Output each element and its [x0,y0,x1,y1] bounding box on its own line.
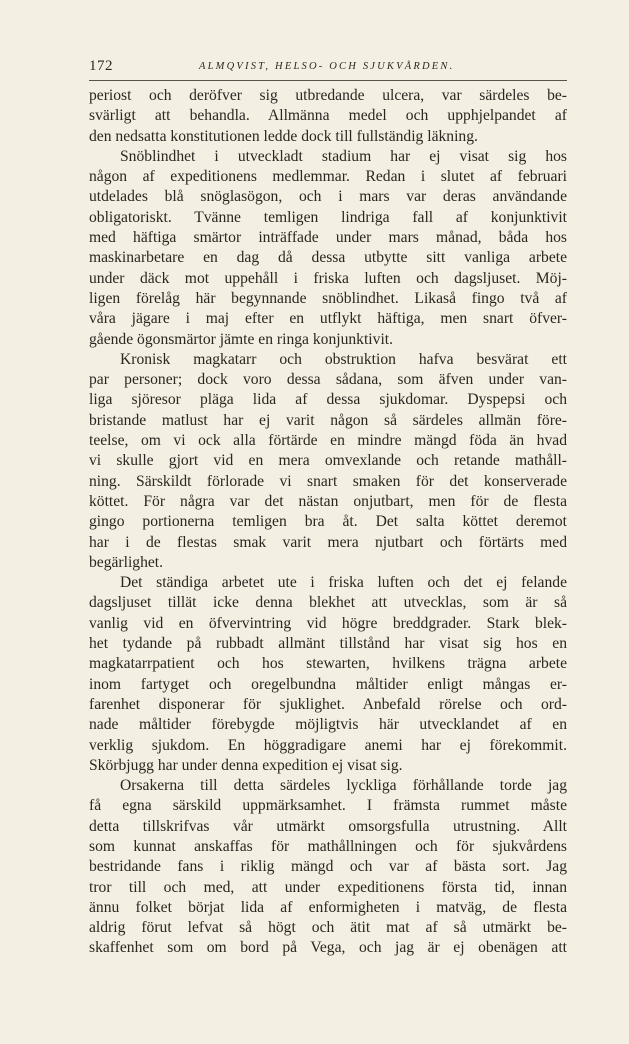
page-number: 172 [89,58,113,74]
text-line: med häftiga smärtor inträffade under mars månad, båda hos [89,229,567,247]
text-line: utdelades blå snöglasögon, och i mars var deras användande [89,188,567,206]
text-line: par personer; dock voro dessa sådana, som äfven under van- [89,371,567,389]
text-line: våra jägare i maj efter en utflykt häftiga, men snart öfver- [89,310,567,328]
text-line: få egna särskild uppmärksamhet. I främsta rummet måste [89,797,567,815]
text-line: under däck mot uppehåll i friska luften och dagsljuset. Möj- [89,269,567,287]
text-line: periost och deröfver sig utbredande ulcera, var särdeles be- [89,87,567,104]
text-line: dagsljuset tillät icke denna blekhet att utvecklas, som är så [89,594,567,612]
text-line: obligatoriskt. Tvänne temligen lindriga fall af konjunktivit [89,208,567,226]
text-line: gingo portionerna temligen bra åt. Det salta köttet deremot [89,513,567,531]
text-line: verklig sjukdom. En höggradigare anemi har ej förekommit. [89,736,567,754]
text-line: Skörbjugg har under denna expedition ej visat sig. [89,756,403,774]
text-line: teelse, om vi ock alla förtärde en mindre mängd föda än hvad [89,432,567,450]
text-line: gående ögonsmärtor jämte en ringa konjunktivit. [89,330,394,348]
text-line: någon af expeditionens medlemmar. Redan i slutet af februari [89,168,567,186]
text-line: aldrig förut lefvat så högt och ätit mat af så utmärkt be- [89,919,567,937]
header-rule [89,80,567,81]
text-line: ännu folket börjat lida af enformigheten i matväg, de flesta [89,898,567,916]
text-line: ligen förelåg här begynnande snöblindhet. Likaså fingo två af [89,289,567,307]
text-line: Kronisk magkatarr och obstruktion hafva besvärat ett [120,350,567,368]
text-line: het tydande på rubbadt allmänt tillstånd har visat sig hos en [89,635,567,653]
text-line: Orsakerna till detta särdeles lyckliga förhållande torde jag [120,777,567,795]
text-line: begärlighet. [89,553,164,571]
page-header [89,57,567,79]
text-line: bristande matlust har ej varit någon så särdeles allmän före- [89,411,567,429]
body-text [89,86,567,959]
text-line: Snöblindhet i utveckladt stadium har ej visat sig hos [120,147,567,165]
text-line: magkatarrpatient och hos stewarten, hvilkens trägna arbete [89,655,567,673]
text-line: ning. Särskildt förlorade vi snart smaken för det konserverade [89,472,567,490]
text-line: inom fartyget och oregelbundna måltider enligt mångas er- [89,675,567,693]
text-line: Det ständiga arbetet ute i friska luften och det ej felande [120,574,567,592]
text-line: som kunnat anskaffas för mathållningen och för sjukvårdens [89,837,567,855]
text-line: skaffenhet som om bord på Vega, och jag är ej obenägen att [89,939,567,957]
text-line: den nedsatta konstitutionen ledde dock till fullständig läkning. [89,127,478,145]
text-line: farenhet disponerar för sjuklighet. Anbefald rörelse och ord- [89,695,567,713]
text-line: bestridande fans i riklig mängd och var af bästa sort. Jag [89,858,567,876]
text-line: köttet. För några var det nästan onjutbart, men för de flesta [89,492,567,510]
text-line: maskinarbetare en dag då dessa utbytte sitt vanliga arbete [89,249,567,267]
text-line: har i de flestas smak varit mera njutbart och förtärts med [89,533,567,551]
text-line: liga sjöresor pläga lida af dessa sjukdomar. Dyspepsi och [89,391,567,409]
text-line: vanlig vid en öfvervintring vid högre breddgrader. Stark blek- [89,614,567,632]
text-line: tror till och med, att under expeditionens första tid, innan [89,878,567,896]
text-line: detta tillskrifvas vår utmärkt omsorgsfulla utrustning. Allt [89,817,567,835]
text-line: vi skulle gjort vid en mera omvexlande och retande mathåll- [89,452,567,470]
running-head: ALMQVIST, HELSO- OCH SJUKVÅRDEN. [199,61,455,72]
text-line: svärligt att behandla. Allmänna medel och upphjelpandet af [89,107,567,125]
text-line: nade måltider förebygde möjligtvis här utvecklandet af en [89,716,567,734]
